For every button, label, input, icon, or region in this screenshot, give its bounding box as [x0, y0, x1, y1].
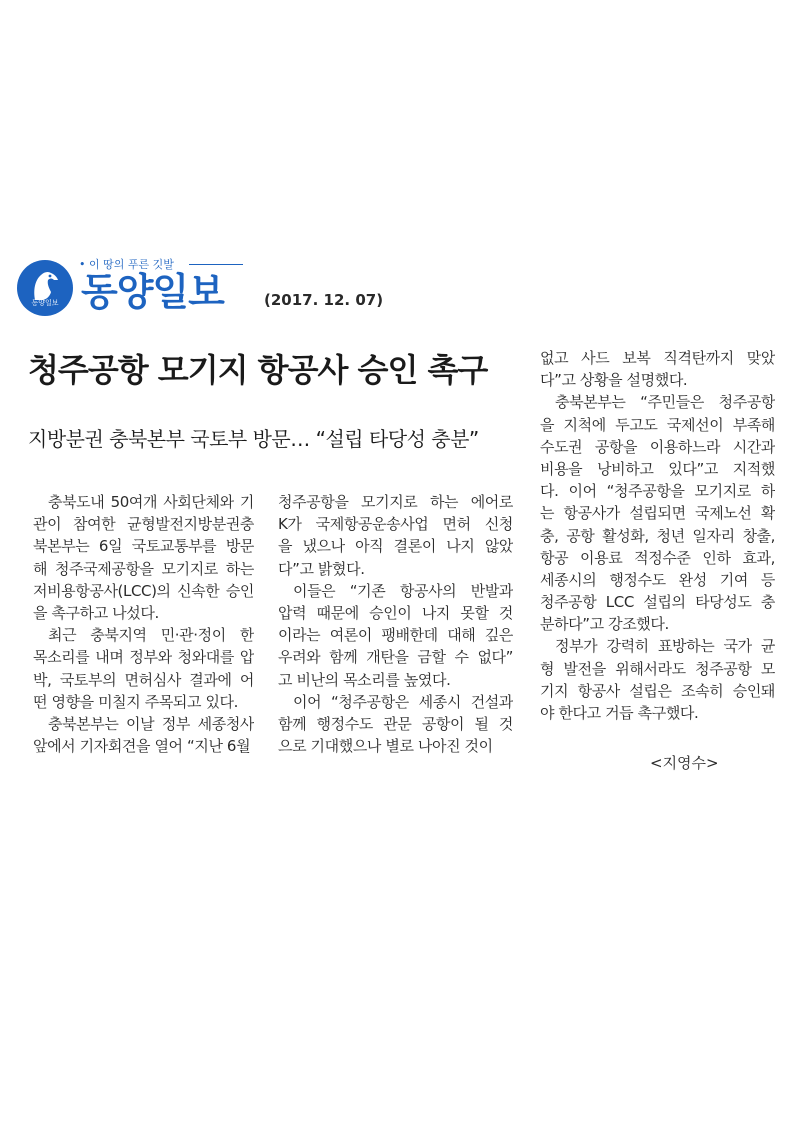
- eagle-emblem-icon: [17, 260, 73, 316]
- article-line: 이어 “청주공항은 세종시 건설과: [293, 692, 513, 711]
- article-line: 정부가 강력히 표방하는 국가 균: [555, 637, 775, 656]
- article-line: 해 청주국제공항을 모기지로 하는: [33, 559, 254, 578]
- article-line: 충북본부는 이날 정부 세종청사: [48, 714, 254, 733]
- article-subheadline: 지방분권 충북본부 국토부 방문… “설립 타당성 충분”: [28, 427, 479, 451]
- article-line: 떤 영향을 미칠지 주목되고 있다.: [33, 692, 239, 711]
- emblem-label: 동양일보: [31, 299, 59, 307]
- article-line: 세종시의 행정수도 완성 기여 등: [540, 570, 775, 589]
- article-line: 을 냈으나 아직 결론이 나지 않았: [278, 537, 513, 556]
- article-line: 최근 충북지역 민·관·정이 한: [48, 626, 254, 645]
- article-line: 는 항공사가 설립되면 국제노선 확: [540, 504, 775, 523]
- article-line: 이들은 “기존 항공사의 반발과: [293, 581, 513, 600]
- article-line: 앞에서 기자회견을 열어 “지난 6월: [33, 737, 251, 756]
- article-line: 관이 참여한 균형발전지방분권충: [33, 515, 254, 534]
- article-line: 청주공항 LCC 설립의 타당성도 충: [540, 593, 775, 612]
- article-line: 북본부는 6일 국토교통부를 방문: [33, 537, 254, 556]
- article-line: 야 한다고 거듭 촉구했다.: [540, 704, 699, 722]
- article-line: K가 국제항공운송사업 면허 신청: [278, 515, 513, 534]
- byline: <지영수>: [650, 754, 719, 772]
- slogan-text: 이 땅의 푸른 깃발: [89, 258, 174, 271]
- article-line: 다”고 밝혔다.: [278, 559, 365, 578]
- article-line: 우려와 함께 개탄을 금할 수 없다”: [278, 648, 513, 667]
- article-line: 박, 국토부의 면허심사 결과에 어: [33, 670, 254, 689]
- article-line: 고 비난의 목소리를 높였다.: [278, 670, 451, 689]
- issue-date: (2017. 12. 07): [264, 291, 384, 309]
- article-line: 이라는 여론이 팽배한데 대해 깊은: [278, 626, 513, 645]
- article-line: 압력 때문에 승인이 나지 못할 것: [278, 603, 513, 622]
- article-line: 없고 사드 보복 직격탄까지 맞았: [540, 349, 775, 367]
- article-line: 을 촉구하고 나섰다.: [33, 603, 159, 622]
- article-line: 청주공항을 모기지로 하는 에어로: [278, 493, 513, 511]
- article-line: 다. 이어 “청주공항을 모기지로 하: [540, 482, 775, 501]
- article-column-3: [540, 347, 775, 724]
- article-line: 항공 이용료 적정수준 인하 효과,: [540, 548, 775, 567]
- article-line: 기지 항공사 설립은 조속히 승인돼: [540, 681, 775, 700]
- newspaper-name: 동양일보: [81, 270, 224, 314]
- article-line: 충, 공항 활성화, 청년 일자리 창출,: [540, 526, 775, 545]
- article-line: 충북도내 50여개 사회단체와 기: [48, 493, 254, 511]
- slogan-divider: [189, 264, 243, 265]
- article-line: 저비용항공사(LCC)의 신속한 승인: [33, 581, 254, 600]
- article-line: 분하다”고 강조했다.: [540, 615, 669, 634]
- article-column-2: [278, 491, 513, 757]
- article-line: 목소리를 내며 정부와 청와대를 압: [33, 648, 254, 667]
- article-column-1: [33, 491, 254, 757]
- article-line: 수도권 공항을 이용하느라 시간과: [540, 437, 775, 456]
- slogan: • 이 땅의 푸른 깃발: [79, 258, 174, 271]
- article-headline: 청주공항 모기지 항공사 승인 촉구: [28, 351, 488, 389]
- article-line: 다”고 상황을 설명했다.: [540, 371, 688, 390]
- article-line: 을 지척에 두고도 국제선이 부족해: [540, 415, 775, 434]
- article-line: 비용을 낭비하고 있다”고 지적했: [540, 459, 775, 478]
- article-line: 함께 행정수도 관문 공항이 될 것: [278, 714, 513, 733]
- article-line: 형 발전을 위해서라도 청주공항 모: [540, 659, 775, 678]
- article-line: 으로 기대했으나 별로 나아진 것이: [278, 737, 493, 756]
- article-line: 충북본부는 “주민들은 청주공항: [555, 393, 775, 412]
